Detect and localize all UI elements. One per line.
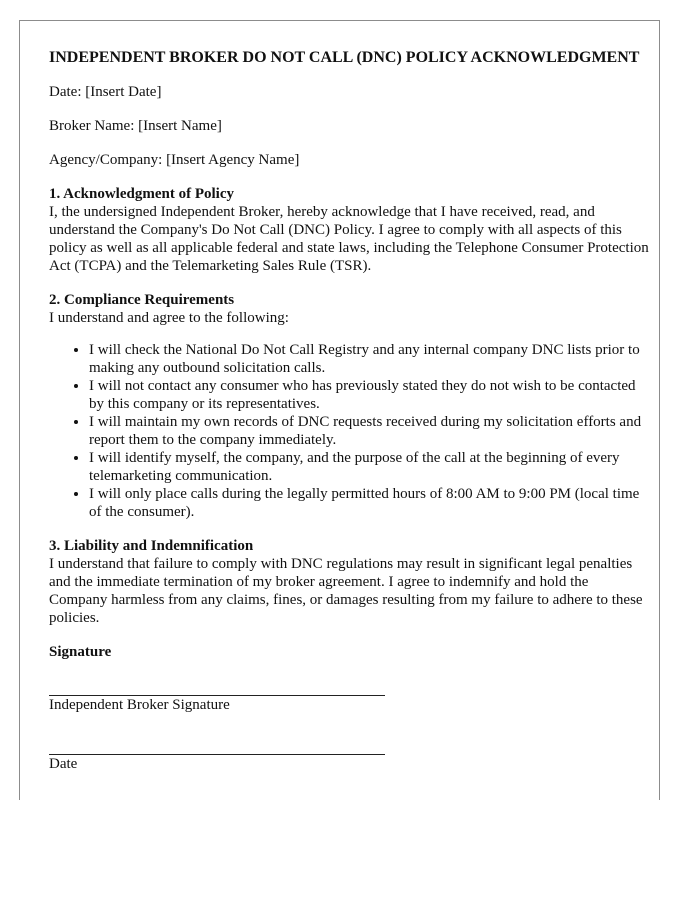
section-body: I understand and agree to the following: (49, 310, 289, 326)
list-item: • I will check the National Do Not Call Registry and any internal company DNC lists prior to making any outbound solicitation calls. (89, 341, 649, 377)
agency-field: Agency/Company: [Insert Agency Name] (49, 152, 300, 168)
section-compliance (49, 291, 649, 521)
list-item: • I will maintain my own records of DNC requests received during my solicitation efforts and report them to the company immediately. (89, 413, 649, 449)
section-liability (49, 537, 649, 627)
signature-heading: Signature (49, 644, 112, 660)
document-content (49, 49, 649, 799)
date-signature-line[interactable] (49, 740, 385, 755)
list-item: • I will identify myself, the company, and the purpose of the call at the beginning of every telemarketing communication. (89, 449, 649, 485)
broker-signature-block (49, 681, 385, 714)
section-heading: 3. Liability and Indemnification (49, 538, 254, 554)
broker-signature-line[interactable] (49, 681, 385, 696)
section-heading: 2. Compliance Requirements (49, 292, 235, 308)
date-field: Date: [Insert Date] (49, 84, 162, 100)
document-title: INDEPENDENT BROKER DO NOT CALL (DNC) POLICY ACKNOWLEDGMENT (49, 49, 640, 66)
section-acknowledgment (49, 185, 649, 275)
section-body: I understand that failure to comply with DNC regulations may result in significant legal penalties and the immediate termination of my broker agreement. I agree to indemnify and hold the Company harmless from any claims, fines, or damages resulting from my failure to adhere to these policies. (49, 556, 643, 626)
list-item: • I will only place calls during the legally permitted hours of 8:00 AM to 9:00 PM (local time of the consumer). (89, 485, 649, 521)
section-heading: 1. Acknowledgment of Policy (49, 186, 234, 202)
document-page (19, 20, 660, 800)
date-signature-label: Date (49, 756, 78, 772)
broker-name-field: Broker Name: [Insert Name] (49, 118, 222, 134)
date-signature-block (49, 740, 385, 773)
list-item: • I will not contact any consumer who has previously stated they do not wish to be contacted by this company or its representatives. (89, 377, 649, 413)
broker-signature-label: Independent Broker Signature (49, 697, 230, 713)
section-body: I, the undersigned Independent Broker, hereby acknowledge that I have received, read, and understand the Company's Do Not Call (DNC) Policy. I agree to comply with all aspects of this policy as well as all applicable federal and state laws, including the Telephone Consumer Protection Act (TCPA) and the Telemarketing Sales Rule (TSR). (49, 204, 649, 274)
compliance-list (49, 341, 649, 521)
